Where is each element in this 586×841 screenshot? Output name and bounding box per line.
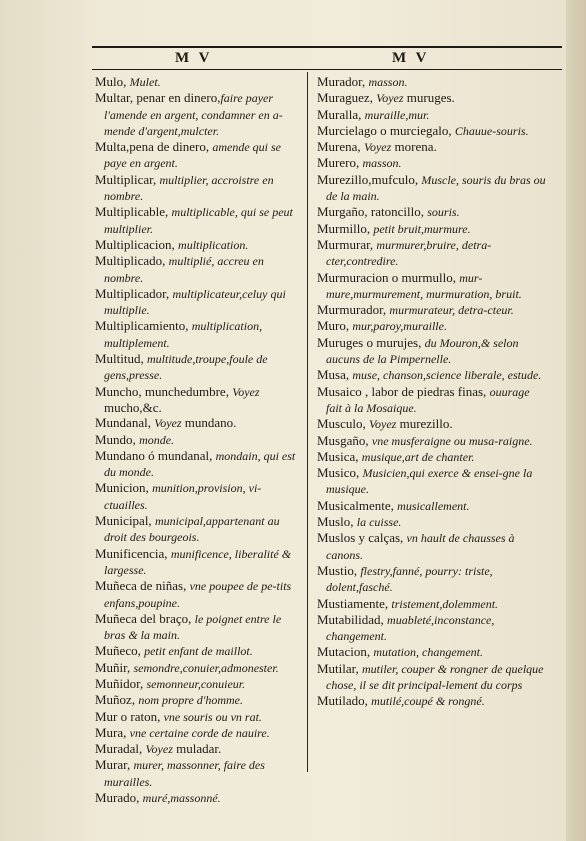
entry-definition: monde.	[139, 432, 175, 447]
entry-definition: muse, chanson,science liberale, estude.	[352, 368, 542, 383]
dictionary-entry	[95, 448, 303, 481]
dictionary-entry	[95, 643, 303, 659]
entry-definition: murer, massonner, faire des murailles.	[104, 758, 265, 789]
entry-headword: Multiplicamiento,	[95, 318, 192, 334]
entry-definition: petit bruit,murmure.	[373, 221, 471, 236]
dictionary-entry	[95, 546, 303, 579]
entry-definition: multiplier, accroistre en nombre.	[104, 172, 274, 204]
entry-headword: Musculo,	[317, 416, 369, 432]
running-head-left: M V	[175, 50, 213, 66]
entry-headword: Munificencia,	[95, 545, 171, 561]
dictionary-entry	[317, 367, 547, 383]
dictionary-entry	[317, 172, 547, 205]
entry-definition: mutilé,coupé & rongné.	[371, 694, 485, 709]
dictionary-entry	[95, 415, 303, 431]
dictionary-entry	[317, 139, 547, 155]
top-rule	[92, 46, 562, 48]
entry-definition: du Mouron,& selon aucuns de la Pimpernelle.	[326, 335, 519, 367]
dictionary-entry	[317, 204, 547, 220]
entry-headword: Murar,	[95, 757, 134, 773]
entry-headword: Muruges o murujes,	[317, 334, 425, 350]
dictionary-entry	[95, 237, 303, 253]
entry-headword: Municion,	[95, 480, 153, 496]
entry-headword: Musico,	[317, 465, 363, 481]
dictionary-entry	[317, 107, 547, 123]
entry-headword: Mutacion,	[317, 644, 374, 660]
entry-headword: Muslo,	[317, 514, 357, 530]
entry-definition: mur,paroy,muraille.	[352, 319, 447, 334]
entry-definition: semonneur,conuieur.	[146, 676, 246, 691]
entry-definition: masson.	[362, 156, 402, 171]
entry-crossref: muladar.	[172, 741, 222, 757]
dictionary-entry	[317, 563, 547, 596]
header-rule	[92, 69, 562, 70]
entry-definition: Voyez	[232, 384, 260, 399]
entry-definition: vn hault de chausses à canons.	[326, 531, 515, 562]
dictionary-entry	[95, 172, 303, 205]
entry-headword: Murezillo,mufculo,	[317, 171, 422, 187]
dictionary-entry	[95, 480, 303, 513]
entry-definition: Mulet.	[129, 75, 161, 89]
entry-definition: Voyez	[154, 416, 182, 431]
dictionary-entry	[95, 692, 303, 708]
entry-definition: munificence, liberalité & largesse.	[104, 546, 292, 577]
entry-definition: Chauue-souris.	[454, 123, 529, 138]
column-divider	[307, 72, 308, 772]
entry-headword: Multiplicable,	[95, 204, 172, 220]
dictionary-entry	[317, 433, 547, 449]
dictionary-entry	[317, 302, 547, 318]
entry-headword: Muslos y calças,	[317, 530, 407, 546]
entry-headword: Murcielago o murciegalo,	[317, 122, 455, 138]
entry-headword: Murmurar,	[317, 236, 377, 252]
entry-definition: Voyez	[369, 417, 397, 432]
entry-definition: multitude,troupe,foule de gens,presse.	[104, 352, 268, 383]
left-column	[95, 74, 303, 806]
dictionary-entry	[317, 155, 547, 171]
dictionary-entry	[317, 237, 547, 270]
entry-headword: Mutilado,	[317, 693, 372, 709]
book-spine	[566, 0, 586, 841]
entry-headword: Muncho, munchedumbre,	[95, 383, 233, 399]
entry-definition: le poignet entre le bras & la main.	[104, 611, 282, 643]
entry-definition: munition,provision, vi-ctuailles.	[104, 481, 262, 512]
entry-headword: Mundanal,	[95, 415, 155, 431]
dictionary-entry	[95, 139, 303, 172]
dictionary-entry	[95, 90, 303, 139]
entry-headword: Murmurador,	[317, 302, 390, 318]
dictionary-entry	[95, 578, 303, 611]
entry-definition: Voyez	[376, 91, 404, 106]
dictionary-entry	[317, 644, 547, 660]
dictionary-entry	[317, 384, 547, 417]
entry-definition: tristement,dolemment.	[391, 596, 499, 611]
entry-definition: Musicien,qui exerce & ensei-gne la musique.	[326, 466, 533, 497]
entry-headword: Multiplicar,	[95, 171, 160, 187]
dictionary-entry	[317, 449, 547, 465]
dictionary-entry	[317, 514, 547, 530]
entry-definition: mutiler, couper & rongner de quelque chose, il se dit principal-lement du corps	[326, 661, 544, 692]
dictionary-entry	[317, 612, 547, 645]
entry-headword: Musica,	[317, 448, 362, 464]
dictionary-entry	[95, 660, 303, 676]
dictionary-entry	[317, 90, 547, 106]
entry-definition: multiplicateur,celuy qui multiplie.	[104, 286, 286, 318]
entry-definition: amende qui se paye en argent.	[104, 140, 281, 171]
entry-definition: Muscle, souris du bras ou de la main.	[326, 172, 546, 204]
entry-definition: vne musferaigne ou musa-raigne.	[371, 433, 533, 448]
entry-headword: Multitud,	[95, 351, 148, 367]
dictionary-entry	[95, 253, 303, 286]
dictionary-entry	[95, 286, 303, 319]
dictionary-entry	[95, 676, 303, 692]
dictionary-entry	[317, 498, 547, 514]
entry-definition: muableté,inconstance, changement.	[326, 612, 495, 644]
entry-definition: Voyez	[363, 140, 392, 155]
entry-headword: Multiplicado,	[95, 253, 169, 269]
entry-headword: Musgaño,	[317, 432, 372, 448]
entry-definition: mur-mure,murmurement, murmuration, bruit.	[326, 270, 522, 301]
entry-headword: Muñeca del braço,	[95, 610, 195, 626]
entry-crossref: mundano.	[181, 415, 237, 431]
dictionary-entry	[317, 123, 547, 139]
entry-headword: Mura,	[95, 724, 130, 740]
dictionary-entry	[95, 384, 303, 416]
entry-definition: musicallement.	[397, 498, 470, 513]
right-column	[317, 74, 547, 710]
entry-headword: Murena,	[317, 139, 364, 155]
entry-definition: vne souris ou vn rat.	[163, 709, 262, 724]
entry-headword: Muraguez,	[317, 90, 377, 106]
entry-definition: petit enfant de maillot.	[144, 644, 253, 659]
entry-crossref: murezillo.	[396, 416, 453, 432]
entry-definition: multiplicable, qui se peut multiplier.	[104, 205, 293, 236]
entry-definition: mutation, changement.	[373, 645, 483, 660]
entry-definition: la cuisse.	[356, 515, 402, 530]
dictionary-entry	[317, 318, 547, 334]
dictionary-entry	[317, 74, 547, 90]
entry-crossref: mucho,&c.	[104, 399, 162, 415]
dictionary-entry	[95, 318, 303, 351]
entry-headword: Muñoz,	[95, 692, 139, 708]
dictionary-entry	[317, 661, 547, 694]
entry-definition: municipal,appartenant au droit des bourgeois.	[104, 514, 280, 545]
entry-headword: Mur o raton,	[95, 708, 164, 724]
dictionary-entry	[317, 596, 547, 612]
entry-definition: masson.	[368, 75, 408, 89]
entry-definition: muraille,mur.	[364, 107, 430, 122]
entry-headword: Murero,	[317, 155, 363, 171]
entry-headword: Mutilar,	[317, 660, 362, 676]
dictionary-entry	[95, 741, 303, 757]
entry-headword: Murgaño, ratoncillo,	[317, 204, 428, 220]
dictionary-entry	[95, 757, 303, 790]
entry-headword: Muñir,	[95, 659, 134, 675]
entry-headword: Musaico , labor de piedras finas,	[317, 383, 490, 399]
entry-headword: Multa,pena de dinero,	[95, 139, 213, 155]
dictionary-entry	[95, 351, 303, 384]
entry-headword: Muradal,	[95, 741, 146, 757]
dictionary-entry	[95, 790, 303, 806]
dictionary-entry	[95, 74, 303, 90]
entry-headword: Multiplicador,	[95, 285, 173, 301]
entry-headword: Municipal,	[95, 513, 155, 529]
entry-definition: flestry,fanné, pourry: triste, dolent,fasché.	[326, 563, 493, 595]
entry-headword: Mulo,	[95, 74, 130, 89]
dictionary-entry	[95, 204, 303, 237]
entry-definition: murmurateur, detra-cteur.	[389, 303, 514, 318]
entry-headword: Mundo,	[95, 431, 140, 447]
entry-definition: faire payer l'amende en argent, condamner en a-mende d'argent,mulcter.	[104, 91, 283, 138]
entry-headword: Muro,	[317, 318, 353, 334]
dictionary-entry	[317, 416, 547, 432]
dictionary-entry	[317, 335, 547, 368]
entry-definition: murmurer,bruire, detra-cter,contredire.	[326, 237, 492, 269]
entry-headword: Multiplicacion,	[95, 236, 179, 252]
dictionary-entry	[317, 693, 547, 709]
dictionary-entry	[95, 611, 303, 644]
running-head-right: M V	[392, 50, 430, 66]
entry-headword: Mustio,	[317, 562, 361, 578]
entry-headword: Musicalmente,	[317, 497, 398, 513]
dictionary-entry	[95, 513, 303, 546]
entry-headword: Musa,	[317, 367, 353, 383]
entry-headword: Muñidor,	[95, 675, 147, 691]
entry-headword: Muñeco,	[95, 643, 145, 659]
entry-definition: mondain, qui est du monde.	[104, 448, 296, 480]
entry-headword: Multar, penar en dinero,	[95, 90, 221, 106]
entry-definition: vne poupee de pe-tits enfans,poupine.	[104, 579, 292, 610]
entry-headword: Murmillo,	[317, 220, 374, 236]
dictionary-entry	[317, 270, 547, 303]
entry-headword: Muñeca de niñas,	[95, 578, 190, 594]
entry-headword: Mundano ó mundanal,	[95, 447, 216, 463]
entry-headword: Mustiamente,	[317, 595, 392, 611]
entry-definition: multiplié, accreu en nombre.	[104, 254, 264, 285]
entry-definition: ouurage fait à la Mosaique.	[326, 384, 530, 415]
dictionary-entry	[317, 221, 547, 237]
entry-definition: multiplication, multiplement.	[104, 319, 263, 350]
entry-headword: Muralla,	[317, 106, 365, 122]
entry-definition: muré,massonné.	[142, 791, 221, 806]
dictionary-entry	[317, 530, 547, 563]
entry-crossref: morena.	[391, 139, 437, 155]
entry-definition: musique,art de chanter.	[361, 449, 475, 464]
dictionary-entry	[95, 432, 303, 448]
entry-definition: multiplication.	[178, 237, 249, 252]
entry-crossref: muruges.	[403, 90, 455, 106]
entry-definition: semondre,conuier,admonester.	[133, 660, 279, 675]
entry-definition: vne certaine corde de nauire.	[129, 725, 270, 740]
entry-definition: souris.	[427, 205, 460, 220]
entry-definition: Voyez	[145, 742, 173, 757]
dictionary-entry	[95, 725, 303, 741]
dictionary-entry	[95, 709, 303, 725]
entry-definition: nom propre d'homme.	[138, 693, 244, 708]
entry-headword: Mutabilidad,	[317, 611, 388, 627]
entry-headword: Murador,	[317, 74, 369, 89]
entry-headword: Murmuracion o murmullo,	[317, 269, 460, 285]
dictionary-entry	[317, 465, 547, 498]
entry-headword: Murado,	[95, 790, 143, 806]
